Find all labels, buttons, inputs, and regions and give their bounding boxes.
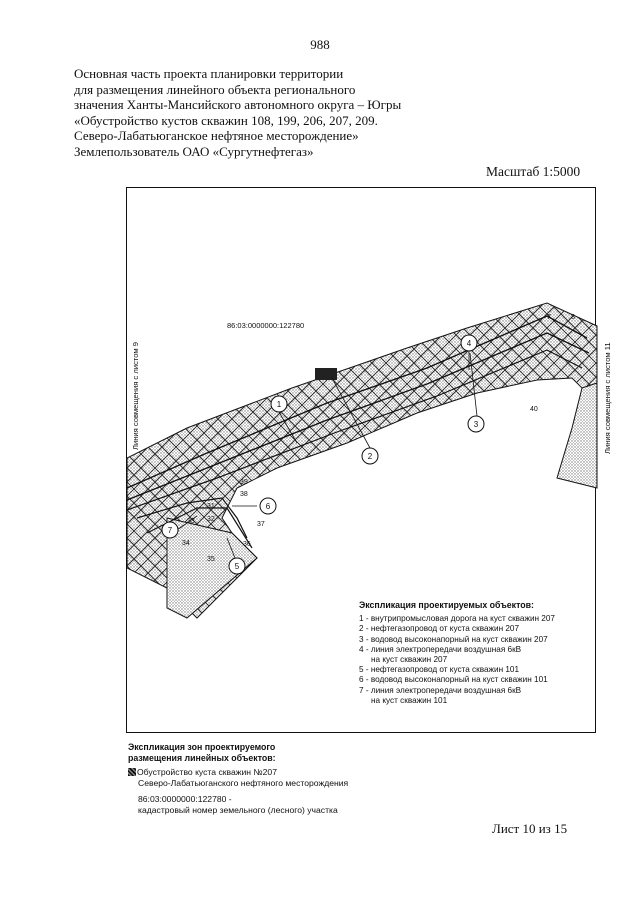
- object-marker-4: 4: [466, 339, 472, 348]
- point-label: 39: [240, 479, 248, 486]
- zones-legend-heading: Экспликация зон проектируемого: [128, 742, 276, 752]
- point-label: 33: [187, 518, 195, 525]
- point-label: 34: [182, 540, 190, 547]
- objects-legend: [359, 600, 555, 706]
- page-number: 988: [310, 37, 330, 52]
- zones-legend-line: Обустройство куста скважин №207: [137, 767, 277, 777]
- point-label: 37: [257, 521, 265, 528]
- cadastral-label: 86:03:0000000:122780: [227, 321, 305, 330]
- title-line: Северо-Лабатьюганское нефтяное месторождение»: [74, 128, 359, 143]
- point-label: 36: [243, 541, 251, 548]
- legend-item: 1 - внутрипромысловая дорога на куст скважин 207: [359, 614, 555, 624]
- point-label: 7: [547, 314, 551, 321]
- object-marker-7: 7: [167, 526, 173, 535]
- zones-legend-line: кадастровый номер земельного (лесного) участка: [138, 804, 338, 815]
- object-marker-3: 3: [473, 420, 479, 429]
- document-title: [74, 66, 434, 159]
- legend-item: 7 - линия электропередачи воздушная 6кВ: [359, 685, 522, 695]
- map-frame: [126, 187, 612, 733]
- point-label: 8: [571, 314, 575, 321]
- legend-item: 2 - нефтегазопровод от куста скважин 207: [359, 624, 520, 634]
- title-line: Основная часть проекта планировки территории: [74, 66, 344, 81]
- map-scale: Масштаб 1:5000: [486, 164, 581, 179]
- legend-item: 3 - водовод высоконапорный на куст скважин 207: [359, 634, 548, 644]
- right-match-line-label: Линия совмещения с листом 11: [603, 342, 612, 454]
- object-marker-6: 6: [265, 502, 271, 511]
- object-marker-5: 5: [234, 562, 240, 571]
- object-marker-2: 2: [367, 452, 373, 461]
- legend-item: 5 - нефтегазопровод от куста скважин 101: [359, 665, 520, 675]
- zones-legend: [128, 742, 348, 815]
- left-match-line-label: Линия совмещения с листом 9: [131, 342, 140, 450]
- point-label: 32: [207, 516, 215, 523]
- object-marker-1: 1: [276, 400, 282, 409]
- legend-item-sub: на куст скважин 101: [371, 695, 448, 705]
- title-line: «Обустройство кустов скважин 108, 199, 206, 207, 209.: [74, 112, 378, 128]
- legend-item: 4 - линия электропередачи воздушная 6кВ: [359, 644, 522, 654]
- sheet-number: Лист 10 из 15: [492, 821, 568, 836]
- zones-legend-heading: размещения линейных объектов:: [128, 752, 276, 763]
- objects-legend-heading: Экспликация проектируемых объектов:: [359, 600, 534, 610]
- legend-item: 6 - водовод высоконапорный на куст скважин 101: [359, 675, 548, 685]
- point-label: 40: [530, 406, 538, 413]
- parcel-marker: [315, 368, 337, 380]
- zone-right: [557, 383, 597, 488]
- zone-swatch: [128, 768, 136, 776]
- title-line: Землепользователь ОАО «Сургутнефтегаз»: [74, 143, 314, 159]
- title-line: для размещения линейного объекта регионального: [74, 81, 356, 97]
- legend-item-sub: на куст скважин 207: [371, 655, 448, 665]
- point-label: 31: [207, 503, 215, 510]
- point-label: 35: [207, 556, 215, 563]
- zones-legend-line: 86:03:0000000:122780 -: [138, 794, 232, 804]
- point-label: 38: [240, 491, 248, 498]
- title-line: значения Ханты-Мансийского автономного округа – Югры: [74, 97, 402, 112]
- zones-legend-line: Северо-Лабатьюганского нефтяного месторождения: [138, 777, 349, 788]
